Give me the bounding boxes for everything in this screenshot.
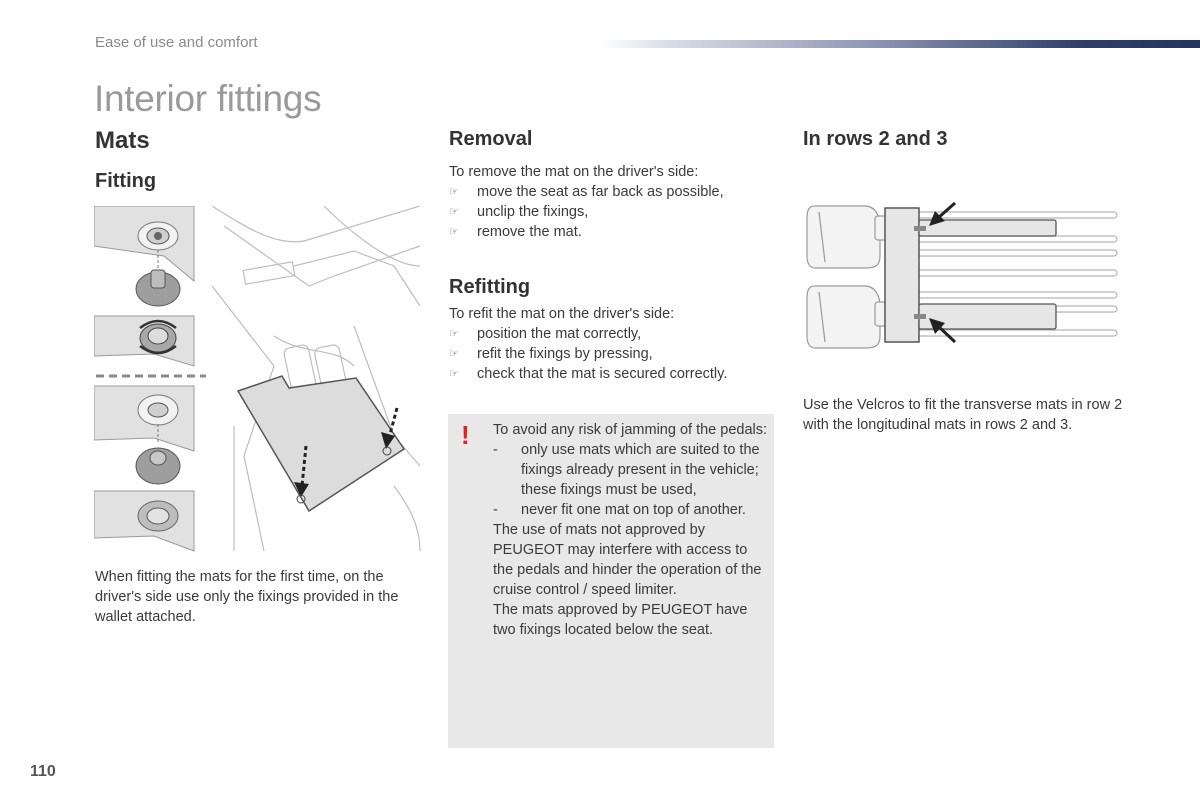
pointing-hand-icon: ☞ — [449, 186, 459, 198]
warning-text — [493, 420, 768, 640]
transverse-mat — [885, 208, 919, 342]
velcro-marker — [914, 226, 926, 231]
fitting-caption: When fitting the mats for the first time, on the driver's side use only the fixings provided in the wallet attached. — [95, 569, 399, 625]
removal-steps — [449, 182, 769, 242]
exclamation-icon: ! — [461, 420, 470, 450]
list-item: ☞ unclip the fixings, — [449, 204, 589, 220]
list-item: ☞ position the mat correctly, — [449, 326, 642, 342]
list-item: - never fit one mat on top of another. — [493, 502, 746, 518]
list-item: ☞ refit the fixings by pressing, — [449, 346, 653, 362]
warning-list — [493, 440, 768, 520]
list-item: ☞ check that the mat is secured correctly. — [449, 366, 728, 382]
list-item: - only use mats which are suited to the fixings already present in the vehicle; these fixings must be used, — [493, 442, 760, 498]
refitting-intro: To refit the mat on the driver's side: — [449, 306, 675, 322]
fixing-step-2 — [94, 316, 194, 366]
warning-intro: To avoid any risk of jamming of the pedals: — [493, 422, 768, 438]
fixing-step-3 — [94, 386, 194, 484]
warning-paragraph: The mats approved by PEUGEOT have two fixings located below the seat. — [493, 602, 748, 638]
list-item: ☞ move the seat as far back as possible, — [449, 184, 724, 200]
list-item: ☞ remove the mat. — [449, 224, 582, 240]
pointing-hand-icon: ☞ — [449, 348, 459, 360]
removal-section — [449, 162, 769, 242]
fitting-heading: Fitting — [95, 170, 157, 192]
pointing-hand-icon: ☞ — [449, 226, 459, 238]
removal-intro: To remove the mat on the driver's side: — [449, 164, 699, 180]
pointing-hand-icon: ☞ — [449, 328, 459, 340]
running-header: Ease of use and comfort — [95, 34, 258, 51]
refitting-steps — [449, 324, 769, 384]
page-number: 110 — [30, 763, 56, 780]
pointing-hand-icon: ☞ — [449, 368, 459, 380]
seat-row-2 — [807, 206, 889, 348]
refitting-section — [449, 304, 769, 384]
page-title: Interior fittings — [94, 78, 322, 119]
pointing-hand-icon: ☞ — [449, 206, 459, 218]
refitting-heading: Refitting — [449, 276, 531, 298]
fixing-step-1 — [94, 206, 194, 306]
rows-caption: Use the Velcros to fit the transverse mats in row 2 with the longitudinal mats in rows 2 and 3. — [803, 397, 1123, 433]
removal-heading: Removal — [449, 128, 533, 150]
rows-heading: In rows 2 and 3 — [803, 128, 948, 150]
fixing-step-4 — [94, 491, 194, 551]
rows-mats-illustration — [805, 196, 1125, 352]
warning-paragraph: The use of mats not approved by PEUGEOT may interfere with access to the pedals and hinder the operation of the cruise control / speed limiter. — [493, 522, 762, 598]
mats-heading: Mats — [95, 127, 150, 154]
fitting-illustration — [94, 206, 424, 552]
header-gradient-bar — [600, 40, 1200, 48]
velcro-marker — [914, 314, 926, 319]
